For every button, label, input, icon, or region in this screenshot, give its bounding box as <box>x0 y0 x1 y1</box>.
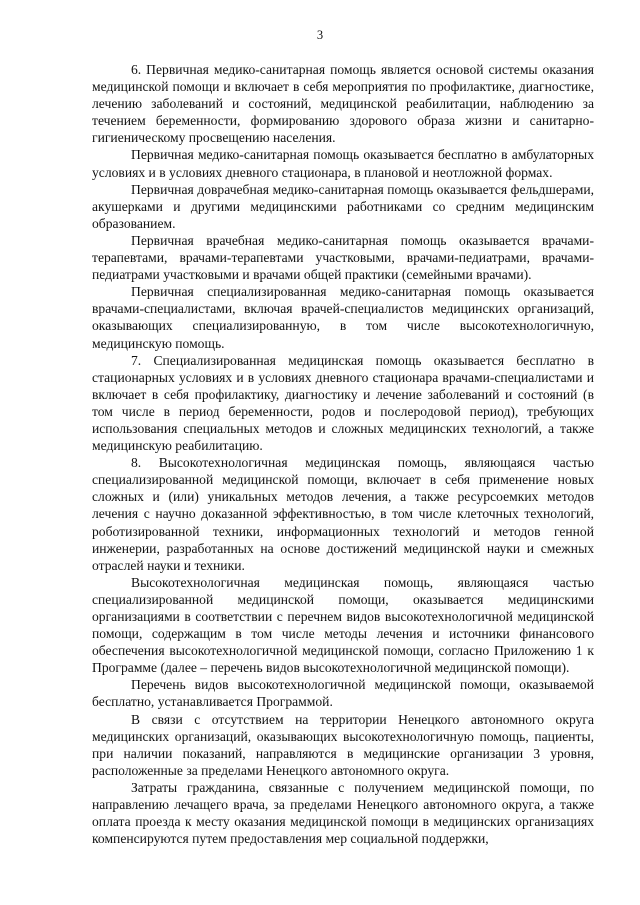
paragraph-referral-outside-region: В связи с отсутствием на территории Ненецкого автономного округа медицинских организаций, оказывающих высокотехнологичную помощь, пациенты, при наличии показаний, направляются в медицинские организации 3 уровня, расположенные за пределами Ненецкого автономного округа. <box>92 711 594 778</box>
paragraph-high-tech-list: Перечень видов высокотехнологичной медицинской помощи, оказываемой бесплатно, устанавливается Программой. <box>92 677 594 710</box>
page-number: 3 <box>316 28 324 42</box>
paragraph-high-tech-organizations: Высокотехнологичная медицинская помощь, являющаяся частью специализированной медицинской помощи, оказывается медицинскими организациями в соответствии с перечнем видов высокотехнологичной медицинской помощи, содержащим в том числе методы лечения и источники финансового обеспечения высокотехнологичной медицинской помощи, согласно Приложению 1 к Программе (далее – перечень видов высокотехнологичной медицинской помощи). <box>92 574 594 676</box>
paragraph-prephysician-care: Первичная доврачебная медико-санитарная помощь оказывается фельдшерами, акушерками и другими медицинскими работниками со средним медицинским образованием. <box>92 181 594 231</box>
paragraph-physician-care: Первичная врачебная медико-санитарная помощь оказывается врачами-терапевтами, врачами-терапевтами участковыми, врачами-педиатрами, врачами-педиатрами участковыми и врачами общей практики (семейными врачами). <box>92 232 594 283</box>
document-body <box>92 61 594 847</box>
paragraph-8-high-tech-care: 8. Высокотехнологичная медицинская помощь, являющаяся частью специализированной медицинской помощи, включает в себя применение новых сложных и (или) уникальных методов лечения, а также ресурсоемких методов лечения с научно доказанной эффективностью, в том числе клеточных технологий, роботизированной техники, информационных технологий и методов генной инженерии, разработанных на основе достижений медицинской науки и смежных отраслей науки и техники. <box>92 455 594 573</box>
paragraph-expense-compensation: Затраты гражданина, связанные с получением медицинской помощи, по направлению лечащего врача, за пределами Ненецкого автономного округа, а также оплата проезда к месту оказания медицинской помощи в медицинских организациях компенсируются путем предоставления мер социальной поддержки, <box>92 779 594 847</box>
paragraph-7-specialized-care: 7. Специализированная медицинская помощь оказывается бесплатно в стационарных условиях и в условиях дневного стационара врачами-специалистами и включает в себя профилактику, диагностику и лечение заболеваний и состояний (в том числе в период беременности, родов и послеродовой период), требующих использования специальных методов и сложных медицинских технологий, а также медицинскую реабилитацию. <box>92 352 594 454</box>
paragraph-specialized-primary-care: Первичная специализированная медико-санитарная помощь оказывается врачами-специалистами, включая врачей-специалистов медицинских организаций, оказывающих специализированную, в том числе высокотехнологичную, медицинскую помощь. <box>92 284 594 351</box>
paragraph-6-primary-care: 6. Первичная медико-санитарная помощь является основой системы оказания медицинской помощи и включает в себя мероприятия по профилактике, диагностике, лечению заболеваний и состояний, медицинской реабилитации, наблюдению за течением беременности, формированию здорового образа жизни и санитарно-гигиеническому просвещению населения. <box>92 62 594 146</box>
paragraph-primary-care-free: Первичная медико-санитарная помощь оказывается бесплатно в амбулаторных условиях и в условиях дневного стационара, в плановой и неотложной формах. <box>92 147 594 180</box>
